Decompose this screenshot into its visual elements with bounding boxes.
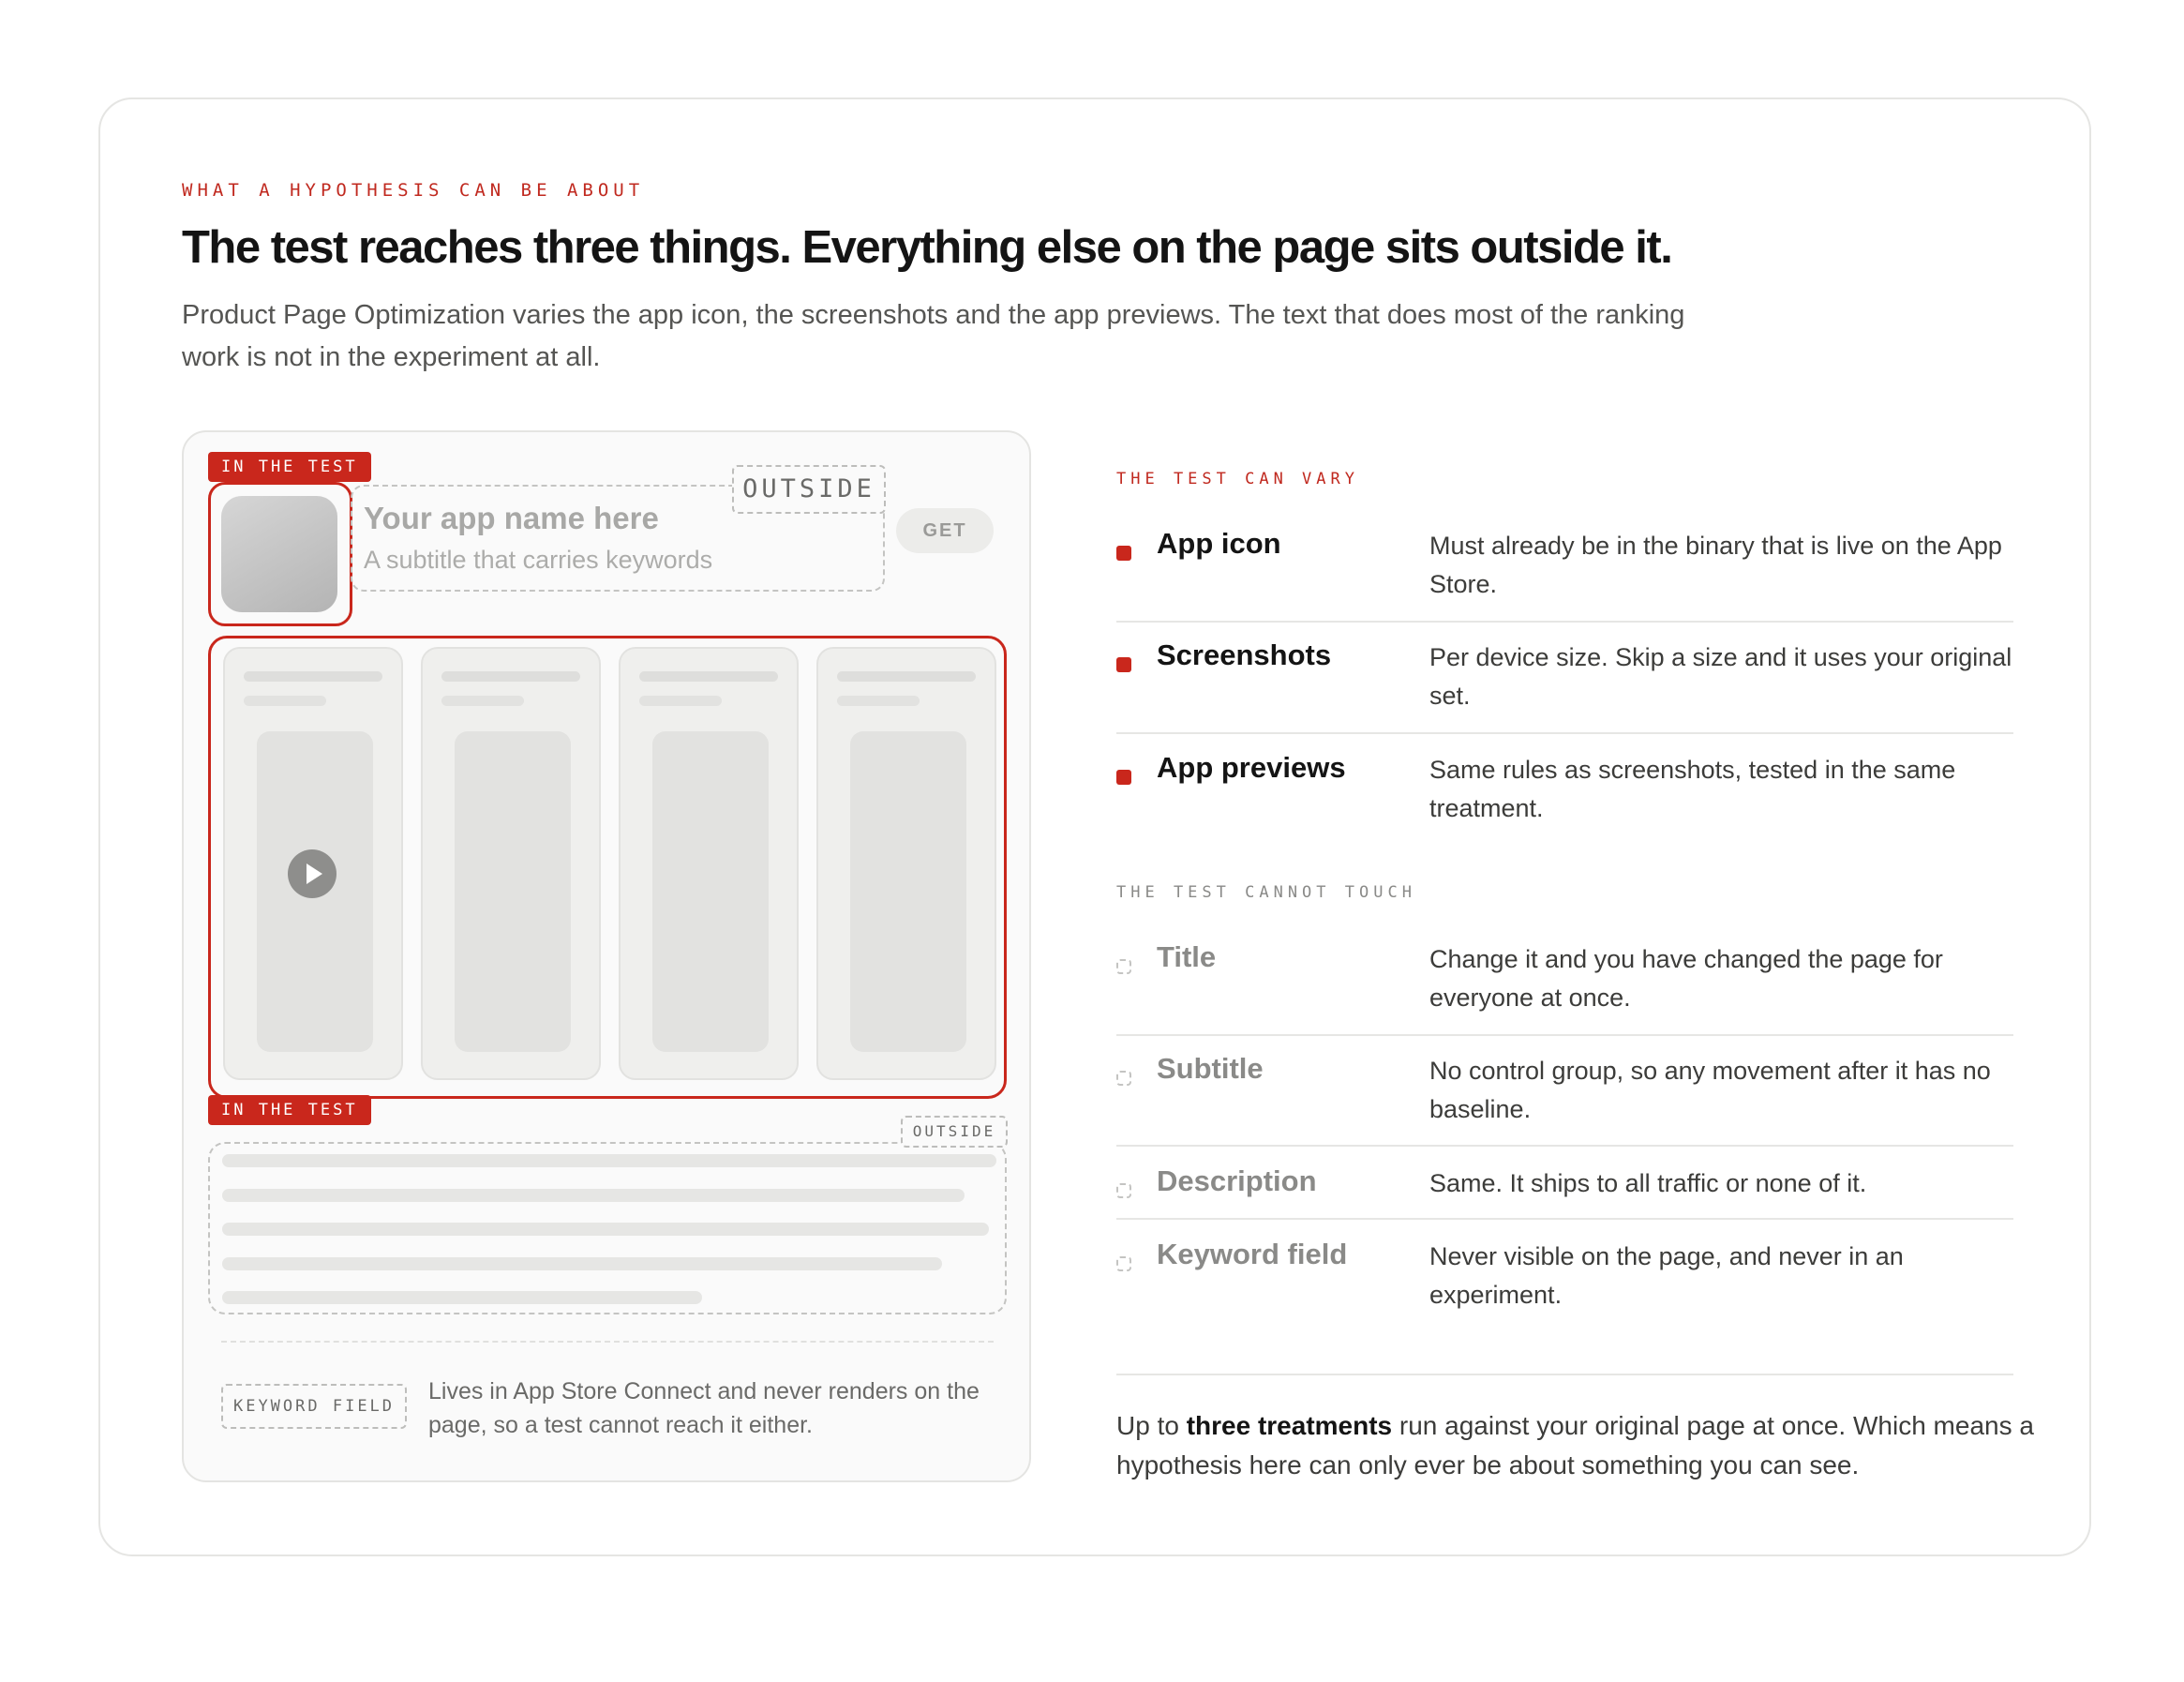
- keyword-field-note: Lives in App Store Connect and never renders on the page, so a test cannot reach it either.: [428, 1378, 980, 1438]
- description-line: [222, 1223, 989, 1236]
- cannot-item-label: Subtitle: [1157, 1052, 1264, 1085]
- dashed-square-icon: [1116, 959, 1131, 974]
- cannot-item-label: Title: [1157, 940, 1217, 973]
- description-line: [222, 1189, 965, 1202]
- dashed-square-icon: [1116, 1071, 1131, 1086]
- keyword-field-chip: KEYWORD FIELD: [221, 1384, 407, 1429]
- footer-divider: [1116, 1374, 2013, 1375]
- cannot-item-label: Description: [1157, 1164, 1317, 1197]
- cannot-item-text: Same. It ships to all traffic or none of it.: [1429, 1169, 1867, 1197]
- row-divider: [1116, 621, 2013, 623]
- vary-item-text: Same rules as screenshots, tested in the same treatment.: [1429, 756, 1956, 822]
- footer-suffix: run against your original page at once. Which means a hypothesis here can only ever be about something you can see.: [1116, 1411, 2034, 1479]
- row-divider: [1116, 732, 2013, 734]
- footer-note: [1116, 1406, 2035, 1485]
- vary-item-label: Screenshots: [1157, 638, 1332, 671]
- cannot-item-text: Change it and you have changed the page for everyone at once.: [1429, 945, 1943, 1012]
- app-name-placeholder: Your app name here: [364, 501, 659, 535]
- description-line: [222, 1291, 702, 1304]
- cannot-item-text: Never visible on the page, and never in an experiment.: [1429, 1242, 1904, 1309]
- row-divider: [1116, 1145, 2013, 1147]
- app-subtitle-placeholder: A subtitle that carries keywords: [364, 546, 713, 574]
- mockup-separator: [221, 1341, 994, 1343]
- cannot-item-text: No control group, so any movement after it has no baseline.: [1429, 1057, 1991, 1123]
- cannot-item-label: Keyword field: [1157, 1238, 1348, 1270]
- description-line: [222, 1257, 942, 1270]
- footer-emphasis: three treatments: [1186, 1411, 1393, 1440]
- footer-prefix: Up to: [1116, 1411, 1187, 1440]
- can-vary-heading: THE TEST CAN VARY: [1116, 470, 1359, 488]
- row-divider: [1116, 1034, 2013, 1036]
- row-divider: [1116, 1218, 2013, 1220]
- solid-square-icon: [1116, 546, 1131, 561]
- vary-item-text: Per device size. Skip a size and it uses your original set.: [1429, 643, 2012, 710]
- vary-item-text: Must already be in the binary that is live on the App Store.: [1429, 532, 2002, 598]
- in-the-test-tag-bottom: IN THE TEST: [208, 1095, 371, 1125]
- solid-square-icon: [1116, 770, 1131, 785]
- lede-paragraph: Product Page Optimization varies the app icon, the screenshots and the app previews. The text that does most of the ranking work is not in the experiment at all.: [182, 300, 1685, 372]
- eyebrow-label: WHAT A HYPOTHESIS CAN BE ABOUT: [182, 180, 645, 201]
- play-icon: [288, 849, 337, 898]
- cannot-touch-heading: THE TEST CANNOT TOUCH: [1116, 883, 1416, 902]
- dashed-square-icon: [1116, 1256, 1131, 1271]
- vary-item-label: App previews: [1157, 751, 1346, 784]
- in-the-test-tag-top: IN THE TEST: [208, 452, 371, 482]
- get-button: GET: [896, 508, 994, 553]
- solid-square-icon: [1116, 657, 1131, 672]
- screenshot-placeholder-3: [619, 647, 799, 1080]
- outside-tag-bottom: OUTSIDE: [901, 1116, 1008, 1148]
- app-icon-placeholder: [221, 496, 337, 612]
- outside-tag-top: OUTSIDE: [732, 465, 886, 514]
- screenshot-placeholder-4: [816, 647, 996, 1080]
- dashed-square-icon: [1116, 1183, 1131, 1198]
- screenshot-placeholder-2: [421, 647, 601, 1080]
- description-line: [222, 1154, 996, 1167]
- vary-item-label: App icon: [1157, 527, 1281, 560]
- page-title: The test reaches three things. Everything else on the page sits outside it.: [182, 222, 1672, 273]
